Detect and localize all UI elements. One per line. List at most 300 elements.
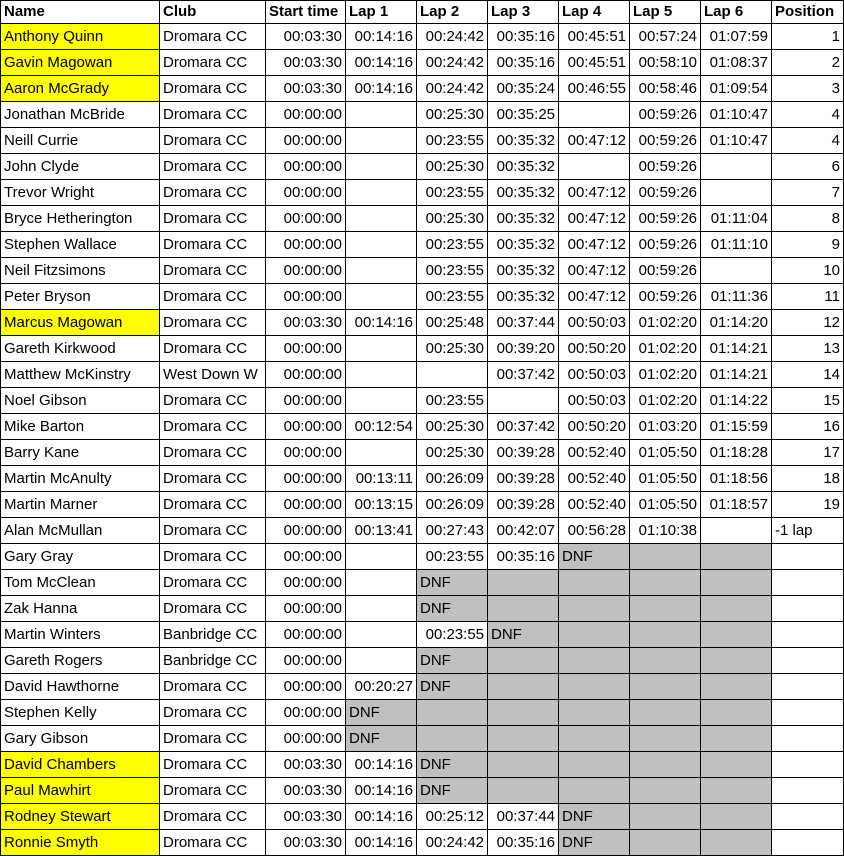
lap-6-cell[interactable] bbox=[701, 752, 772, 778]
start-time-cell[interactable]: 00:00:00 bbox=[266, 596, 346, 622]
rider-name-cell[interactable]: Gary Gibson bbox=[1, 726, 160, 752]
lap-1-cell[interactable] bbox=[346, 232, 417, 258]
lap-4-cell[interactable]: 00:52:40 bbox=[559, 440, 630, 466]
position-cell[interactable]: 16 bbox=[772, 414, 844, 440]
rider-name-cell[interactable]: Alan McMullan bbox=[1, 518, 160, 544]
start-time-cell[interactable]: 00:00:00 bbox=[266, 466, 346, 492]
lap-1-cell[interactable] bbox=[346, 102, 417, 128]
header-club[interactable]: Club bbox=[160, 1, 266, 24]
lap-6-cell[interactable] bbox=[701, 180, 772, 206]
lap-5-cell[interactable] bbox=[630, 726, 701, 752]
lap-4-cell[interactable] bbox=[559, 154, 630, 180]
start-time-cell[interactable]: 00:03:30 bbox=[266, 804, 346, 830]
start-time-cell[interactable]: 00:00:00 bbox=[266, 518, 346, 544]
start-time-cell[interactable]: 00:00:00 bbox=[266, 388, 346, 414]
lap-1-cell[interactable]: 00:20:27 bbox=[346, 674, 417, 700]
start-time-cell[interactable]: 00:03:30 bbox=[266, 778, 346, 804]
lap-5-cell[interactable]: 01:02:20 bbox=[630, 388, 701, 414]
lap-3-cell[interactable]: 00:35:32 bbox=[488, 284, 559, 310]
position-cell[interactable] bbox=[772, 804, 844, 830]
club-cell[interactable]: Dromara CC bbox=[160, 50, 266, 76]
lap-4-cell[interactable]: 00:45:51 bbox=[559, 24, 630, 50]
position-cell[interactable] bbox=[772, 726, 844, 752]
lap-4-cell[interactable]: 00:46:55 bbox=[559, 76, 630, 102]
lap-2-cell[interactable]: 00:25:30 bbox=[417, 336, 488, 362]
lap-6-cell[interactable]: 01:14:21 bbox=[701, 362, 772, 388]
start-time-cell[interactable]: 00:00:00 bbox=[266, 440, 346, 466]
lap-4-cell[interactable]: 00:50:03 bbox=[559, 310, 630, 336]
header-lap-4[interactable]: Lap 4 bbox=[559, 1, 630, 24]
lap-5-cell[interactable]: 00:59:26 bbox=[630, 284, 701, 310]
lap-6-cell[interactable] bbox=[701, 830, 772, 856]
position-cell[interactable]: 14 bbox=[772, 362, 844, 388]
position-cell[interactable] bbox=[772, 544, 844, 570]
lap-1-cell[interactable] bbox=[346, 284, 417, 310]
lap-6-cell[interactable] bbox=[701, 804, 772, 830]
lap-1-cell[interactable] bbox=[346, 180, 417, 206]
header-lap-6[interactable]: Lap 6 bbox=[701, 1, 772, 24]
lap-3-cell[interactable]: 00:39:28 bbox=[488, 492, 559, 518]
lap-6-cell[interactable] bbox=[701, 518, 772, 544]
start-time-cell[interactable]: 00:00:00 bbox=[266, 154, 346, 180]
lap-6-cell[interactable]: 01:11:04 bbox=[701, 206, 772, 232]
lap-1-cell[interactable]: 00:14:16 bbox=[346, 50, 417, 76]
club-cell[interactable]: West Down W bbox=[160, 362, 266, 388]
lap-4-cell[interactable] bbox=[559, 648, 630, 674]
lap-2-cell[interactable]: 00:25:30 bbox=[417, 440, 488, 466]
lap-2-cell[interactable]: DNF bbox=[417, 778, 488, 804]
start-time-cell[interactable]: 00:03:30 bbox=[266, 24, 346, 50]
lap-4-cell[interactable]: 00:47:12 bbox=[559, 232, 630, 258]
club-cell[interactable]: Dromara CC bbox=[160, 206, 266, 232]
club-cell[interactable]: Dromara CC bbox=[160, 258, 266, 284]
club-cell[interactable]: Dromara CC bbox=[160, 726, 266, 752]
start-time-cell[interactable]: 00:00:00 bbox=[266, 128, 346, 154]
rider-name-cell[interactable]: Zak Hanna bbox=[1, 596, 160, 622]
lap-3-cell[interactable]: 00:37:44 bbox=[488, 804, 559, 830]
lap-1-cell[interactable] bbox=[346, 544, 417, 570]
lap-1-cell[interactable] bbox=[346, 362, 417, 388]
lap-4-cell[interactable] bbox=[559, 596, 630, 622]
lap-4-cell[interactable]: 00:52:40 bbox=[559, 466, 630, 492]
lap-1-cell[interactable]: 00:13:15 bbox=[346, 492, 417, 518]
rider-name-cell[interactable]: Jonathan McBride bbox=[1, 102, 160, 128]
position-cell[interactable] bbox=[772, 570, 844, 596]
position-cell[interactable] bbox=[772, 830, 844, 856]
position-cell[interactable] bbox=[772, 622, 844, 648]
club-cell[interactable]: Dromara CC bbox=[160, 440, 266, 466]
club-cell[interactable]: Dromara CC bbox=[160, 336, 266, 362]
lap-5-cell[interactable]: 01:02:20 bbox=[630, 336, 701, 362]
position-cell[interactable]: 3 bbox=[772, 76, 844, 102]
position-cell[interactable]: 19 bbox=[772, 492, 844, 518]
lap-5-cell[interactable]: 01:02:20 bbox=[630, 362, 701, 388]
start-time-cell[interactable]: 00:00:00 bbox=[266, 362, 346, 388]
lap-3-cell[interactable] bbox=[488, 778, 559, 804]
lap-3-cell[interactable]: 00:35:32 bbox=[488, 206, 559, 232]
lap-5-cell[interactable]: 01:10:38 bbox=[630, 518, 701, 544]
start-time-cell[interactable]: 00:00:00 bbox=[266, 102, 346, 128]
lap-2-cell[interactable]: 00:24:42 bbox=[417, 76, 488, 102]
lap-1-cell[interactable] bbox=[346, 622, 417, 648]
lap-4-cell[interactable]: 00:50:20 bbox=[559, 414, 630, 440]
lap-3-cell[interactable]: 00:39:28 bbox=[488, 440, 559, 466]
lap-2-cell[interactable]: DNF bbox=[417, 752, 488, 778]
lap-5-cell[interactable] bbox=[630, 570, 701, 596]
lap-4-cell[interactable]: 00:50:03 bbox=[559, 388, 630, 414]
lap-6-cell[interactable] bbox=[701, 622, 772, 648]
club-cell[interactable]: Dromara CC bbox=[160, 414, 266, 440]
start-time-cell[interactable]: 00:00:00 bbox=[266, 206, 346, 232]
lap-2-cell[interactable]: 00:25:48 bbox=[417, 310, 488, 336]
start-time-cell[interactable]: 00:00:00 bbox=[266, 570, 346, 596]
lap-4-cell[interactable]: 00:52:40 bbox=[559, 492, 630, 518]
rider-name-cell[interactable]: Gavin Magowan bbox=[1, 50, 160, 76]
start-time-cell[interactable]: 00:00:00 bbox=[266, 180, 346, 206]
rider-name-cell[interactable]: Neil Fitzsimons bbox=[1, 258, 160, 284]
rider-name-cell[interactable]: Trevor Wright bbox=[1, 180, 160, 206]
lap-6-cell[interactable]: 01:14:20 bbox=[701, 310, 772, 336]
lap-3-cell[interactable] bbox=[488, 700, 559, 726]
lap-3-cell[interactable]: DNF bbox=[488, 622, 559, 648]
lap-2-cell[interactable]: 00:23:55 bbox=[417, 232, 488, 258]
lap-4-cell[interactable]: 00:47:12 bbox=[559, 206, 630, 232]
lap-6-cell[interactable]: 01:11:36 bbox=[701, 284, 772, 310]
lap-3-cell[interactable]: 00:39:28 bbox=[488, 466, 559, 492]
lap-2-cell[interactable] bbox=[417, 362, 488, 388]
lap-5-cell[interactable]: 01:05:50 bbox=[630, 492, 701, 518]
lap-4-cell[interactable]: DNF bbox=[559, 830, 630, 856]
start-time-cell[interactable]: 00:00:00 bbox=[266, 700, 346, 726]
lap-5-cell[interactable] bbox=[630, 778, 701, 804]
lap-5-cell[interactable]: 00:58:10 bbox=[630, 50, 701, 76]
lap-2-cell[interactable]: 00:23:55 bbox=[417, 128, 488, 154]
lap-3-cell[interactable]: 00:35:16 bbox=[488, 544, 559, 570]
lap-5-cell[interactable]: 00:59:26 bbox=[630, 180, 701, 206]
club-cell[interactable]: Dromara CC bbox=[160, 180, 266, 206]
lap-2-cell[interactable]: DNF bbox=[417, 596, 488, 622]
lap-2-cell[interactable]: 00:25:30 bbox=[417, 206, 488, 232]
rider-name-cell[interactable]: Martin Winters bbox=[1, 622, 160, 648]
lap-2-cell[interactable]: 00:27:43 bbox=[417, 518, 488, 544]
position-cell[interactable] bbox=[772, 674, 844, 700]
lap-2-cell[interactable]: 00:23:55 bbox=[417, 388, 488, 414]
club-cell[interactable]: Dromara CC bbox=[160, 492, 266, 518]
club-cell[interactable]: Dromara CC bbox=[160, 76, 266, 102]
position-cell[interactable] bbox=[772, 752, 844, 778]
lap-6-cell[interactable] bbox=[701, 778, 772, 804]
lap-4-cell[interactable]: 00:47:12 bbox=[559, 284, 630, 310]
lap-4-cell[interactable]: DNF bbox=[559, 544, 630, 570]
lap-1-cell[interactable]: 00:14:16 bbox=[346, 804, 417, 830]
lap-6-cell[interactable] bbox=[701, 154, 772, 180]
position-cell[interactable]: 6 bbox=[772, 154, 844, 180]
start-time-cell[interactable]: 00:00:00 bbox=[266, 648, 346, 674]
rider-name-cell[interactable]: Marcus Magowan bbox=[1, 310, 160, 336]
position-cell[interactable]: -1 lap bbox=[772, 518, 844, 544]
lap-3-cell[interactable] bbox=[488, 726, 559, 752]
rider-name-cell[interactable]: Ronnie Smyth bbox=[1, 830, 160, 856]
club-cell[interactable]: Dromara CC bbox=[160, 310, 266, 336]
club-cell[interactable]: Dromara CC bbox=[160, 700, 266, 726]
lap-4-cell[interactable] bbox=[559, 700, 630, 726]
lap-6-cell[interactable] bbox=[701, 596, 772, 622]
club-cell[interactable]: Dromara CC bbox=[160, 752, 266, 778]
lap-3-cell[interactable]: 00:35:25 bbox=[488, 102, 559, 128]
lap-2-cell[interactable]: DNF bbox=[417, 570, 488, 596]
lap-1-cell[interactable]: 00:14:16 bbox=[346, 752, 417, 778]
lap-1-cell[interactable]: 00:12:54 bbox=[346, 414, 417, 440]
position-cell[interactable]: 18 bbox=[772, 466, 844, 492]
club-cell[interactable]: Dromara CC bbox=[160, 674, 266, 700]
header-lap-2[interactable]: Lap 2 bbox=[417, 1, 488, 24]
lap-1-cell[interactable] bbox=[346, 128, 417, 154]
lap-6-cell[interactable]: 01:14:22 bbox=[701, 388, 772, 414]
lap-1-cell[interactable]: 00:13:11 bbox=[346, 466, 417, 492]
lap-5-cell[interactable] bbox=[630, 830, 701, 856]
lap-2-cell[interactable]: 00:26:09 bbox=[417, 492, 488, 518]
lap-5-cell[interactable]: 00:59:26 bbox=[630, 206, 701, 232]
lap-2-cell[interactable] bbox=[417, 726, 488, 752]
lap-3-cell[interactable]: 00:35:32 bbox=[488, 180, 559, 206]
lap-5-cell[interactable]: 00:58:46 bbox=[630, 76, 701, 102]
lap-2-cell[interactable]: 00:25:30 bbox=[417, 102, 488, 128]
header-start-time[interactable]: Start time bbox=[266, 1, 346, 24]
header-lap-5[interactable]: Lap 5 bbox=[630, 1, 701, 24]
lap-5-cell[interactable]: 01:03:20 bbox=[630, 414, 701, 440]
club-cell[interactable]: Dromara CC bbox=[160, 102, 266, 128]
lap-4-cell[interactable]: 00:45:51 bbox=[559, 50, 630, 76]
lap-3-cell[interactable]: 00:35:32 bbox=[488, 154, 559, 180]
lap-3-cell[interactable]: 00:35:32 bbox=[488, 258, 559, 284]
lap-1-cell[interactable] bbox=[346, 440, 417, 466]
lap-1-cell[interactable] bbox=[346, 336, 417, 362]
club-cell[interactable]: Dromara CC bbox=[160, 830, 266, 856]
position-cell[interactable]: 15 bbox=[772, 388, 844, 414]
lap-1-cell[interactable] bbox=[346, 258, 417, 284]
lap-3-cell[interactable] bbox=[488, 570, 559, 596]
lap-3-cell[interactable]: 00:35:32 bbox=[488, 232, 559, 258]
lap-2-cell[interactable]: 00:24:42 bbox=[417, 50, 488, 76]
rider-name-cell[interactable]: Martin Marner bbox=[1, 492, 160, 518]
position-cell[interactable]: 12 bbox=[772, 310, 844, 336]
lap-4-cell[interactable]: 00:47:12 bbox=[559, 258, 630, 284]
rider-name-cell[interactable]: Anthony Quinn bbox=[1, 24, 160, 50]
rider-name-cell[interactable]: Barry Kane bbox=[1, 440, 160, 466]
position-cell[interactable]: 2 bbox=[772, 50, 844, 76]
lap-3-cell[interactable] bbox=[488, 388, 559, 414]
lap-5-cell[interactable]: 00:59:26 bbox=[630, 154, 701, 180]
rider-name-cell[interactable]: Rodney Stewart bbox=[1, 804, 160, 830]
club-cell[interactable]: Dromara CC bbox=[160, 232, 266, 258]
lap-6-cell[interactable]: 01:11:10 bbox=[701, 232, 772, 258]
lap-3-cell[interactable]: 00:37:42 bbox=[488, 414, 559, 440]
lap-5-cell[interactable]: 00:59:26 bbox=[630, 128, 701, 154]
lap-6-cell[interactable] bbox=[701, 258, 772, 284]
lap-6-cell[interactable] bbox=[701, 700, 772, 726]
lap-1-cell[interactable]: 00:14:16 bbox=[346, 778, 417, 804]
lap-3-cell[interactable]: 00:35:16 bbox=[488, 50, 559, 76]
position-cell[interactable]: 1 bbox=[772, 24, 844, 50]
lap-6-cell[interactable]: 01:10:47 bbox=[701, 128, 772, 154]
lap-2-cell[interactable]: 00:25:12 bbox=[417, 804, 488, 830]
start-time-cell[interactable]: 00:00:00 bbox=[266, 492, 346, 518]
rider-name-cell[interactable]: John Clyde bbox=[1, 154, 160, 180]
position-cell[interactable]: 7 bbox=[772, 180, 844, 206]
lap-2-cell[interactable]: DNF bbox=[417, 674, 488, 700]
rider-name-cell[interactable]: Martin McAnulty bbox=[1, 466, 160, 492]
lap-4-cell[interactable]: 00:47:12 bbox=[559, 180, 630, 206]
lap-3-cell[interactable]: 00:35:24 bbox=[488, 76, 559, 102]
lap-6-cell[interactable]: 01:07:59 bbox=[701, 24, 772, 50]
lap-5-cell[interactable] bbox=[630, 544, 701, 570]
header-lap-3[interactable]: Lap 3 bbox=[488, 1, 559, 24]
club-cell[interactable]: Dromara CC bbox=[160, 128, 266, 154]
lap-5-cell[interactable] bbox=[630, 596, 701, 622]
club-cell[interactable]: Dromara CC bbox=[160, 466, 266, 492]
lap-6-cell[interactable]: 01:18:57 bbox=[701, 492, 772, 518]
position-cell[interactable]: 8 bbox=[772, 206, 844, 232]
lap-1-cell[interactable] bbox=[346, 388, 417, 414]
lap-6-cell[interactable]: 01:14:21 bbox=[701, 336, 772, 362]
start-time-cell[interactable]: 00:00:00 bbox=[266, 726, 346, 752]
rider-name-cell[interactable]: Aaron McGrady bbox=[1, 76, 160, 102]
lap-4-cell[interactable] bbox=[559, 752, 630, 778]
lap-2-cell[interactable]: 00:23:55 bbox=[417, 622, 488, 648]
lap-4-cell[interactable]: 00:50:03 bbox=[559, 362, 630, 388]
position-cell[interactable]: 10 bbox=[772, 258, 844, 284]
lap-1-cell[interactable] bbox=[346, 570, 417, 596]
lap-4-cell[interactable] bbox=[559, 570, 630, 596]
lap-1-cell[interactable]: 00:14:16 bbox=[346, 830, 417, 856]
lap-4-cell[interactable] bbox=[559, 674, 630, 700]
position-cell[interactable] bbox=[772, 700, 844, 726]
lap-5-cell[interactable]: 01:05:50 bbox=[630, 440, 701, 466]
lap-4-cell[interactable] bbox=[559, 622, 630, 648]
lap-6-cell[interactable] bbox=[701, 674, 772, 700]
position-cell[interactable] bbox=[772, 778, 844, 804]
lap-4-cell[interactable] bbox=[559, 102, 630, 128]
club-cell[interactable]: Dromara CC bbox=[160, 778, 266, 804]
rider-name-cell[interactable]: Gary Gray bbox=[1, 544, 160, 570]
lap-3-cell[interactable]: 00:42:07 bbox=[488, 518, 559, 544]
lap-6-cell[interactable]: 01:10:47 bbox=[701, 102, 772, 128]
rider-name-cell[interactable]: David Hawthorne bbox=[1, 674, 160, 700]
club-cell[interactable]: Banbridge CC bbox=[160, 648, 266, 674]
lap-5-cell[interactable] bbox=[630, 648, 701, 674]
lap-3-cell[interactable]: 00:35:32 bbox=[488, 128, 559, 154]
start-time-cell[interactable]: 00:00:00 bbox=[266, 258, 346, 284]
lap-4-cell[interactable]: 00:47:12 bbox=[559, 128, 630, 154]
start-time-cell[interactable]: 00:03:30 bbox=[266, 310, 346, 336]
lap-4-cell[interactable] bbox=[559, 726, 630, 752]
rider-name-cell[interactable]: Neill Currie bbox=[1, 128, 160, 154]
lap-2-cell[interactable]: 00:23:55 bbox=[417, 180, 488, 206]
start-time-cell[interactable]: 00:00:00 bbox=[266, 284, 346, 310]
lap-4-cell[interactable] bbox=[559, 778, 630, 804]
lap-3-cell[interactable]: 00:39:20 bbox=[488, 336, 559, 362]
lap-2-cell[interactable]: 00:24:42 bbox=[417, 830, 488, 856]
lap-3-cell[interactable] bbox=[488, 648, 559, 674]
start-time-cell[interactable]: 00:00:00 bbox=[266, 674, 346, 700]
rider-name-cell[interactable]: Gareth Rogers bbox=[1, 648, 160, 674]
rider-name-cell[interactable]: Noel Gibson bbox=[1, 388, 160, 414]
lap-5-cell[interactable]: 00:59:26 bbox=[630, 232, 701, 258]
club-cell[interactable]: Dromara CC bbox=[160, 284, 266, 310]
lap-3-cell[interactable]: 00:35:16 bbox=[488, 830, 559, 856]
start-time-cell[interactable]: 00:00:00 bbox=[266, 622, 346, 648]
club-cell[interactable]: Dromara CC bbox=[160, 24, 266, 50]
lap-2-cell[interactable]: 00:26:09 bbox=[417, 466, 488, 492]
lap-6-cell[interactable] bbox=[701, 570, 772, 596]
rider-name-cell[interactable]: Tom McClean bbox=[1, 570, 160, 596]
lap-6-cell[interactable]: 01:18:28 bbox=[701, 440, 772, 466]
start-time-cell[interactable]: 00:00:00 bbox=[266, 544, 346, 570]
lap-6-cell[interactable]: 01:08:37 bbox=[701, 50, 772, 76]
rider-name-cell[interactable]: Peter Bryson bbox=[1, 284, 160, 310]
start-time-cell[interactable]: 00:00:00 bbox=[266, 414, 346, 440]
lap-5-cell[interactable] bbox=[630, 674, 701, 700]
position-cell[interactable] bbox=[772, 648, 844, 674]
club-cell[interactable]: Banbridge CC bbox=[160, 622, 266, 648]
lap-1-cell[interactable]: 00:14:16 bbox=[346, 310, 417, 336]
start-time-cell[interactable]: 00:03:30 bbox=[266, 76, 346, 102]
lap-1-cell[interactable]: 00:14:16 bbox=[346, 76, 417, 102]
lap-5-cell[interactable] bbox=[630, 752, 701, 778]
lap-5-cell[interactable]: 01:02:20 bbox=[630, 310, 701, 336]
rider-name-cell[interactable]: David Chambers bbox=[1, 752, 160, 778]
start-time-cell[interactable]: 00:00:00 bbox=[266, 336, 346, 362]
rider-name-cell[interactable]: Paul Mawhirt bbox=[1, 778, 160, 804]
lap-4-cell[interactable]: 00:50:20 bbox=[559, 336, 630, 362]
lap-4-cell[interactable]: DNF bbox=[559, 804, 630, 830]
lap-3-cell[interactable]: 00:35:16 bbox=[488, 24, 559, 50]
lap-3-cell[interactable] bbox=[488, 752, 559, 778]
start-time-cell[interactable]: 00:03:30 bbox=[266, 830, 346, 856]
start-time-cell[interactable]: 00:00:00 bbox=[266, 232, 346, 258]
club-cell[interactable]: Dromara CC bbox=[160, 544, 266, 570]
lap-6-cell[interactable] bbox=[701, 544, 772, 570]
position-cell[interactable]: 11 bbox=[772, 284, 844, 310]
club-cell[interactable]: Dromara CC bbox=[160, 388, 266, 414]
lap-4-cell[interactable]: 00:56:28 bbox=[559, 518, 630, 544]
lap-6-cell[interactable]: 01:15:59 bbox=[701, 414, 772, 440]
position-cell[interactable]: 9 bbox=[772, 232, 844, 258]
start-time-cell[interactable]: 00:03:30 bbox=[266, 50, 346, 76]
lap-1-cell[interactable]: 00:14:16 bbox=[346, 24, 417, 50]
header-position[interactable]: Position bbox=[772, 1, 844, 24]
club-cell[interactable]: Dromara CC bbox=[160, 570, 266, 596]
rider-name-cell[interactable]: Matthew McKinstry bbox=[1, 362, 160, 388]
header-lap-1[interactable]: Lap 1 bbox=[346, 1, 417, 24]
club-cell[interactable]: Dromara CC bbox=[160, 154, 266, 180]
position-cell[interactable]: 17 bbox=[772, 440, 844, 466]
lap-3-cell[interactable]: 00:37:42 bbox=[488, 362, 559, 388]
lap-5-cell[interactable]: 00:57:24 bbox=[630, 24, 701, 50]
rider-name-cell[interactable]: Bryce Hetherington bbox=[1, 206, 160, 232]
lap-5-cell[interactable] bbox=[630, 804, 701, 830]
lap-2-cell[interactable] bbox=[417, 700, 488, 726]
lap-1-cell[interactable] bbox=[346, 206, 417, 232]
club-cell[interactable]: Dromara CC bbox=[160, 518, 266, 544]
position-cell[interactable]: 13 bbox=[772, 336, 844, 362]
lap-6-cell[interactable] bbox=[701, 726, 772, 752]
lap-5-cell[interactable]: 00:59:26 bbox=[630, 258, 701, 284]
lap-6-cell[interactable] bbox=[701, 648, 772, 674]
lap-5-cell[interactable] bbox=[630, 700, 701, 726]
lap-2-cell[interactable]: 00:24:42 bbox=[417, 24, 488, 50]
start-time-cell[interactable]: 00:03:30 bbox=[266, 752, 346, 778]
